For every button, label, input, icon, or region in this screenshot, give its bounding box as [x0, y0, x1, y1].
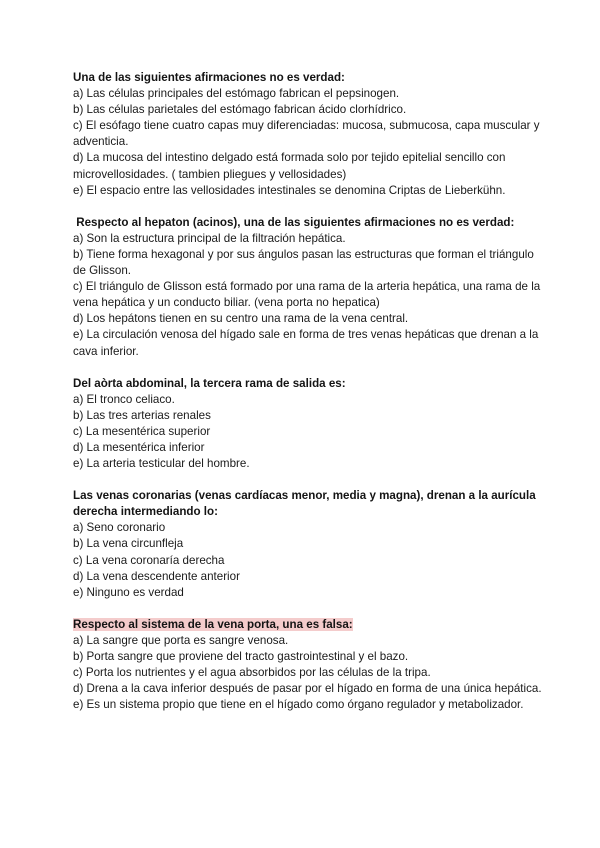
answer-option: c) La mesentérica superior	[73, 424, 211, 438]
answer-option: d) La mucosa del intestino delgado está formada solo por tejido epitelial sencillo con microvellosidades. ( tambien pliegues y vellosidades)	[73, 151, 506, 181]
answer-option: b) Las tres arterias renales	[73, 408, 211, 422]
answer-option: c) La vena coronaría derecha	[73, 553, 225, 567]
question-title: Del aòrta abdominal, la tercera rama de salida es:	[73, 376, 346, 390]
answer-option: d) La mesentérica inferior	[73, 440, 205, 454]
question-3	[73, 376, 543, 473]
answer-option: c) El triángulo de Glisson está formado por una rama de la arteria hepática, una rama de la vena hepática y un conducto biliar. (vena porta no hepatica)	[73, 280, 541, 310]
answer-option: e) Ninguno es verdad	[73, 585, 184, 599]
answer-option: c) Porta los nutrientes y el agua absorbidos por las células de la tripa.	[73, 666, 431, 680]
answer-option: b) La vena circunfleja	[73, 537, 184, 551]
answer-option: b) Porta sangre que proviene del tracto gastrointestinal y el bazo.	[73, 650, 409, 663]
document-page	[73, 70, 543, 729]
question-title: Las venas coronarias (venas cardíacas menor, media y magna), drenan a la aurícula derecha intermediando lo:	[73, 489, 536, 519]
answer-option: a) Son la estructura principal de la filtración hepática.	[73, 231, 346, 245]
answer-option: e) La circulación venosa del hígado sale en forma de tres venas hepáticas que drenan a la cava inferior.	[73, 328, 539, 358]
answer-option: d) Los hepátons tienen en su centro una rama de la vena central.	[73, 312, 409, 326]
answer-option: d) Drena a la cava inferior después de pasar por el hígado en forma de una única hepática.	[73, 682, 542, 696]
question-title-highlighted	[73, 617, 543, 633]
question-2	[73, 215, 543, 360]
question-title: Una de las siguientes afirmaciones no es verdad:	[73, 71, 345, 84]
question-5	[73, 617, 543, 714]
answer-option: e) El espacio entre las vellosidades intestinales se denomina Criptas de Lieberkühn.	[73, 183, 506, 197]
answer-option: a) Las células principales del estómago fabrican el pepsinogen.	[73, 87, 400, 101]
answer-option: c) El esófago tiene cuatro capas muy diferenciadas: mucosa, submucosa, capa muscular y adventicia.	[73, 119, 540, 149]
question-4	[73, 488, 543, 601]
answer-option: e) La arteria testicular del hombre.	[73, 457, 250, 471]
answer-option: b) Tiene forma hexagonal y por sus ángulos pasan las estructuras que forman el triángulo de Glisson.	[73, 247, 534, 278]
answer-option: d) La vena descendente anterior	[73, 569, 240, 583]
answer-option: a) La sangre que porta es sangre venosa.	[73, 633, 289, 647]
answer-option: a) El tronco celiaco.	[73, 392, 175, 406]
question-title: Respecto al hepaton (acinos), una de las siguientes afirmaciones no es verdad:	[73, 215, 515, 229]
question-1	[73, 70, 543, 199]
answer-option: b) Las células parietales del estómago fabrican ácido clorhídrico.	[73, 103, 407, 117]
answer-option: e) Es un sistema propio que tiene en el hígado como órgano regulador y metabolizador.	[73, 698, 524, 712]
highlighted-text: Respecto al sistema de la vena porta, una es falsa:	[73, 617, 353, 631]
answer-option: a) Seno coronario	[73, 521, 166, 535]
